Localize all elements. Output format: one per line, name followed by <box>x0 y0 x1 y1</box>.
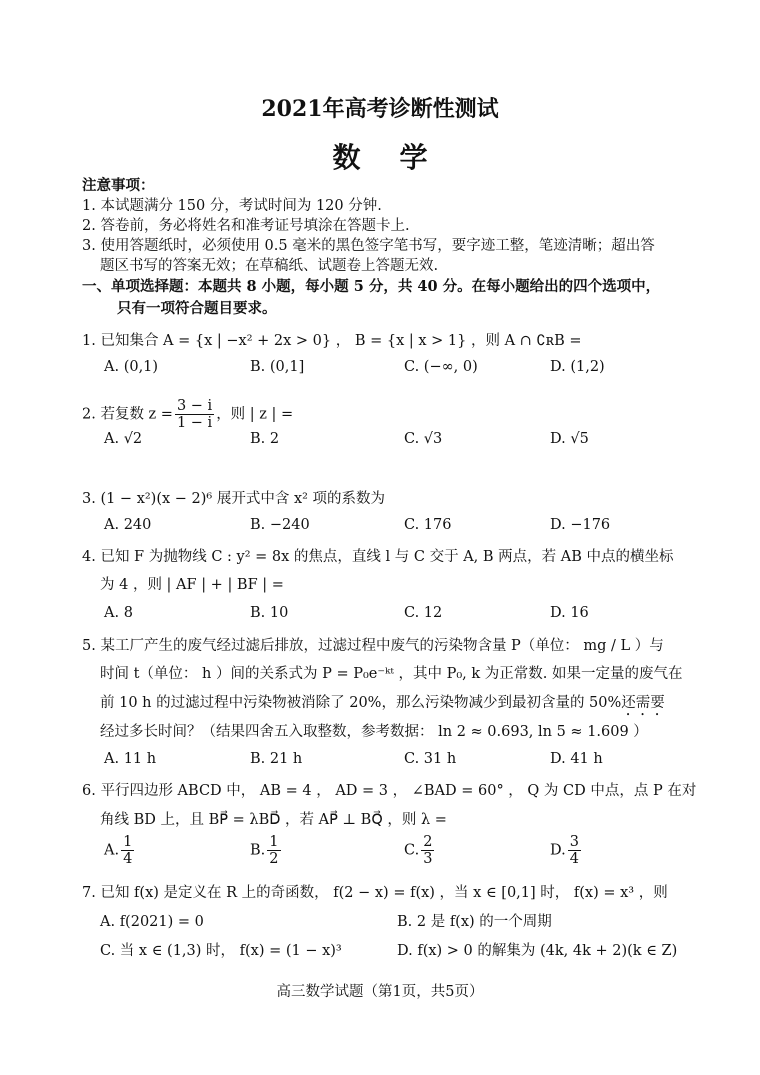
question-7-stem: 7. 已知 f(x) 是定义在 R 上的奇函数， f(2 − x) = f(x) ，当 x ∈ [0,1] 时， f(x) = x³ ，则 <box>82 885 668 901</box>
q2-numerator: 3 − i <box>176 398 213 414</box>
question-5-line2: 时间 t（单位： h ）间的关系式为 P = P₀e⁻ᵏᵗ ，其中 P₀, k 为正常数. 如果一定量的废气在 <box>100 666 683 682</box>
q6-c-num: 2 <box>423 834 433 850</box>
q3-option-b: B. −240 <box>250 517 310 533</box>
q6-option-a <box>104 834 136 867</box>
q6-option-b <box>250 834 283 867</box>
q3-option-c: C. 176 <box>404 517 452 533</box>
q4-option-c: C. 12 <box>404 605 443 621</box>
question-5-line4: 经过多长时间？（结果四舍五入取整数，参考数据： ln 2 ≈ 0.693, ln 5 ≈ 1.609 ） <box>100 724 648 740</box>
question-1-stem: 1. 已知集合 A = {x | −x² + 2x > 0} ， B = {x | x > 1} ，则 A ∩ ∁ʀB = <box>82 333 582 349</box>
note-item: 3. 使用答题纸时，必须使用 0.5 毫米的黑色签字笔书写，要字迹工整，笔迹清晰；超出答 <box>82 238 655 254</box>
q7-option-b: B. 2 是 f(x) 的一个周期 <box>397 914 552 930</box>
q6-d-den: 4 <box>569 851 579 867</box>
question-4-line2: 为 4 ，则 | AF | + | BF | = <box>100 577 284 593</box>
q6-a-den: 4 <box>123 851 133 867</box>
q5-emphasis: 还需要 <box>621 695 665 711</box>
section-heading-cont: 只有一项符合题目要求。 <box>117 300 277 317</box>
q6-b-den: 2 <box>269 851 279 867</box>
note-item: 1. 本试题满分 150 分，考试时间为 120 分钟. <box>82 198 382 214</box>
q6-a-fraction <box>121 834 134 867</box>
q6-c-label: C. <box>404 842 420 859</box>
section-heading: 一、单项选择题：本题共 8 小题，每小题 5 分，共 40 分。在每小题给出的四个选项中， <box>82 278 661 295</box>
page-footer: 高三数学试题（第1页，共5页） <box>276 984 484 1000</box>
q6-a-num: 1 <box>123 834 133 850</box>
question-6-line1: 6. 平行四边形 ABCD 中， AB = 4 ， AD = 3 ， ∠BAD = 60° ， Q 为 CD 中点，点 P 在对 <box>82 783 697 799</box>
question-5-line1: 5. 某工厂产生的废气经过滤后排放，过滤过程中废气的污染物含量 P（单位： mg / L ）与 <box>82 638 664 654</box>
q6-d-fraction <box>568 834 581 867</box>
q6-d-num: 3 <box>569 834 579 850</box>
q3-option-d: D. −176 <box>550 517 611 533</box>
q6-d-label: D. <box>550 842 566 859</box>
q7-option-c: C. 当 x ∈ (1,3) 时， f(x) = (1 − x)³ <box>100 943 342 959</box>
q6-b-fraction <box>267 834 280 867</box>
q5-line3-text: 前 10 h 的过滤过程中污染物被消除了 20%，那么污染物减少到最初含量的 50% <box>100 695 622 711</box>
question-2-stem <box>82 398 293 431</box>
q2-fraction <box>175 398 214 431</box>
q1-option-a: A. (0,1) <box>104 359 159 375</box>
q2-option-a: A. √2 <box>104 431 143 447</box>
q5-option-c: C. 31 h <box>404 751 457 767</box>
q7-option-d: D. f(x) > 0 的解集为 (4k, 4k + 2)(k ∈ Z) <box>397 943 678 959</box>
question-5-line3 <box>100 693 665 719</box>
q6-option-d <box>550 834 583 867</box>
note-item: 2. 答卷前，务必将姓名和准考证号填涂在答题卡上. <box>82 218 410 234</box>
q3-option-a: A. 240 <box>104 517 152 533</box>
q4-option-b: B. 10 <box>250 605 289 621</box>
q2-option-d: D. √5 <box>550 431 589 447</box>
q6-b-num: 1 <box>269 834 279 850</box>
q1-option-d: D. (1,2) <box>550 359 605 375</box>
q2-option-b: B. 2 <box>250 431 280 447</box>
q7-option-a: A. f(2021) = 0 <box>100 914 204 930</box>
q1-option-b: B. (0,1] <box>250 359 305 375</box>
q4-option-d: D. 16 <box>550 605 589 621</box>
q2-prefix: 2. 若复数 z = <box>82 406 173 423</box>
question-3-stem: 3. (1 − x²)(x − 2)⁶ 展开式中含 x² 项的系数为 <box>82 491 386 507</box>
q5-option-d: D. 41 h <box>550 751 603 767</box>
q6-c-den: 3 <box>423 851 433 867</box>
q2-option-c: C. √3 <box>404 431 443 447</box>
q5-option-a: A. 11 h <box>104 751 157 767</box>
q6-option-c <box>404 834 436 867</box>
note-item: 题区书写的答案无效；在草稿纸、试题卷上答题无效. <box>100 258 439 274</box>
q5-option-b: B. 21 h <box>250 751 303 767</box>
q1-option-c: C. (−∞, 0) <box>404 359 478 375</box>
notes-heading: 注意事项： <box>82 177 155 194</box>
q2-denominator: 1 − i <box>176 415 213 431</box>
question-6-line2: 角线 BD 上，且 BP⃗ = λBD⃗ ，若 AP⃗ ⊥ BQ⃗ ，则 λ = <box>100 812 447 828</box>
q6-c-fraction <box>421 834 434 867</box>
q4-option-a: A. 8 <box>104 605 133 621</box>
subject-title: 数 学 <box>332 141 428 174</box>
exam-title: 2021年高考诊断性测试 <box>261 96 499 122</box>
q6-b-label: B. <box>250 842 266 859</box>
question-4-line1: 4. 已知 F 为抛物线 C : y² = 8x 的焦点，直线 l 与 C 交于 A, B 两点，若 AB 中点的横坐标 <box>82 549 674 565</box>
q6-a-label: A. <box>104 842 120 859</box>
q2-suffix: ，则 | z | = <box>216 406 294 423</box>
